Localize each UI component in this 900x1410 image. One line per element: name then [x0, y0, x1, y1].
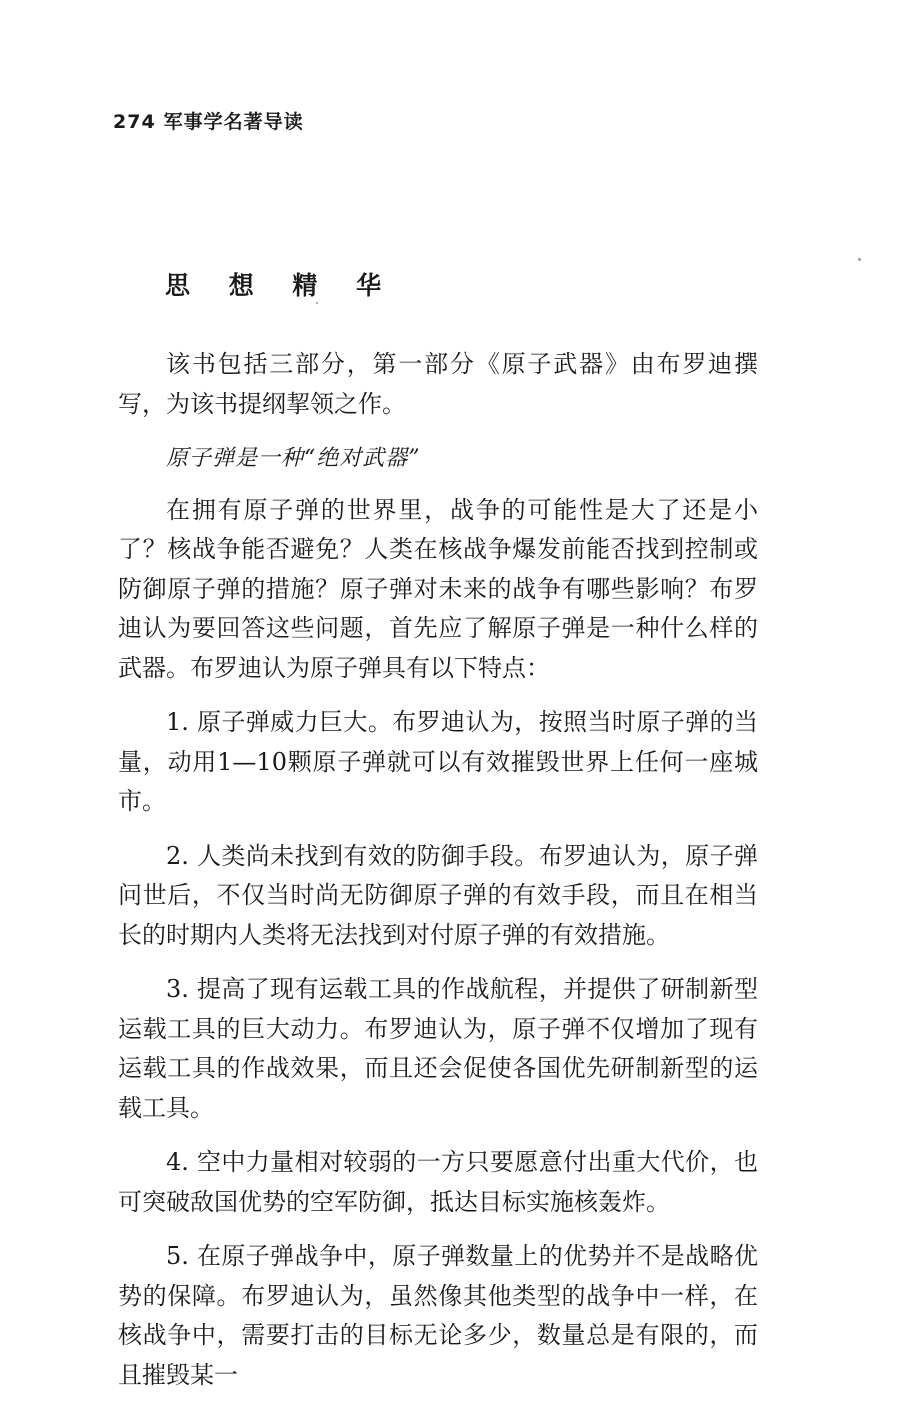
paragraph-point-3: 3. 提高了现有运载工具的作战航程，并提供了研制新型运载工具的巨大动力。布罗迪认为，原子弹不仅增加了现有运载工具的作战效果，而且还会促使各国优先研制新型的运载工具。: [118, 975, 758, 1122]
subheading-absolute-weapon: 原子弹是一种“绝对武器”: [166, 446, 421, 471]
print-speck: [316, 302, 318, 304]
page-number: 274: [113, 111, 156, 133]
paragraph-point-4: 4. 空中力量相对较弱的一方只要愿意付出重大代价，也可突破敌国优势的空军防御，抵达目标实施核轰炸。: [118, 1148, 758, 1216]
paragraph-questions: 在拥有原子弹的世界里，战争的可能性是大了还是小了？核战争能否避免？人类在核战争爆发前能否找到控制或防御原子弹的措施？原子弹对未来的战争有哪些影响？布罗迪认为要回答这些问题，首先应了解原子弹是一种什么样的武器。布罗迪认为原子弹具有以下特点：: [118, 495, 758, 682]
paragraph-point-1: 1. 原子弹威力巨大。布罗迪认为，按照当时原子弹的当量，动用1—10颗原子弹就可以有效摧毁世界上任何一座城市。: [118, 708, 758, 815]
paragraph-point-5: 5. 在原子弹战争中，原子弹数量上的优势并不是战略优势的保障。布罗迪认为，虽然像其他类型的战争中一样，在核战争中，需要打击的目标无论多少，数量总是有限的，而且摧毁某一: [118, 1242, 758, 1389]
body-text: [118, 345, 758, 1410]
running-header: [113, 107, 304, 134]
book-title: 军事学名著导读: [163, 111, 304, 133]
paragraph-intro: 该书包括三部分，第一部分《原子武器》由布罗迪撰写，为该书提纲挈领之作。: [118, 350, 758, 418]
section-heading: 思 想 精 华: [165, 271, 397, 300]
paragraph-point-2: 2. 人类尚未找到有效的防御手段。布罗迪认为，原子弹问世后，不仅当时尚无防御原子弹的有效手段，而且在相当长的时期内人类将无法找到对付原子弹的有效措施。: [118, 841, 758, 949]
print-speck: [858, 258, 861, 261]
